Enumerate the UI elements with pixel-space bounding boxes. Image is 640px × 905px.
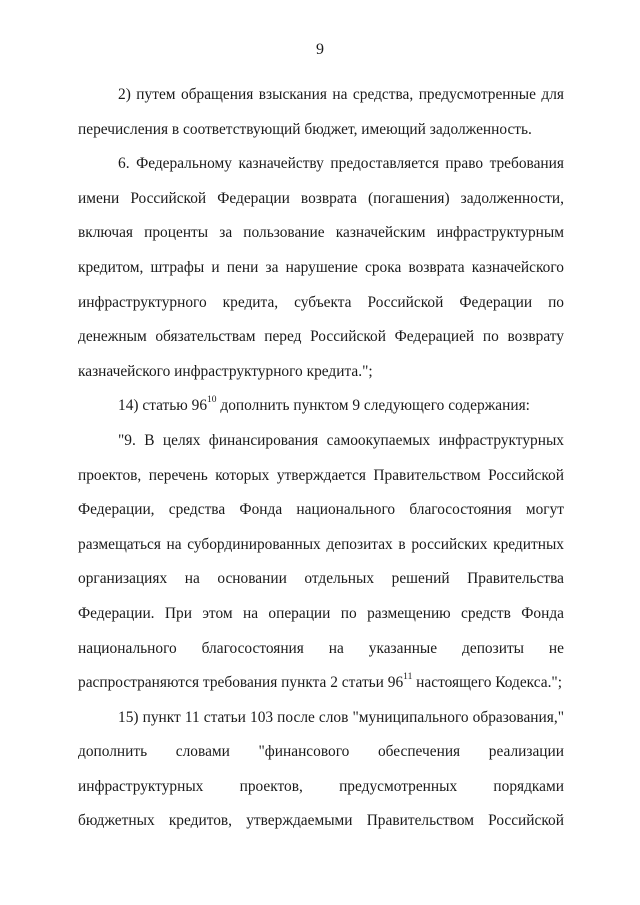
paragraph-line: дополнить словами "финансового обеспечения реализации bbox=[78, 743, 564, 761]
line-text-before: 14) статью 96 bbox=[118, 397, 208, 415]
line-text-before: распространяются требования пункта 2 статьи 96 bbox=[78, 674, 404, 692]
paragraph-line: денежным обязательствам перед Российской Федерацией по возврату bbox=[78, 328, 564, 346]
paragraph-line: инфраструктурных проектов, предусмотренных порядками bbox=[78, 777, 564, 795]
paragraph-line: бюджетных кредитов, утверждаемыми Правительством Российской bbox=[78, 812, 564, 830]
paragraph-line: перечисления в соответствующий бюджет, имеющий задолженность. bbox=[78, 120, 532, 138]
line-text-after: дополнить пунктом 9 следующего содержания: bbox=[216, 397, 530, 415]
paragraph-line: 15) пункт 11 статьи 103 после слов "муниципального образования," bbox=[118, 708, 564, 726]
paragraph-line: "9. В целях финансирования самоокупаемых инфраструктурных bbox=[118, 431, 564, 449]
superscript-index: 11 bbox=[403, 671, 413, 682]
paragraph-line: кредитом, штрафы и пени за нарушение срока возврата казначейского bbox=[78, 258, 564, 276]
paragraph-line bbox=[78, 666, 564, 701]
paragraph-line: инфраструктурного кредита, субъекта Российской Федерации по bbox=[78, 293, 564, 311]
paragraph-line: 6. Федеральному казначейству предоставляется право требования bbox=[118, 155, 564, 173]
paragraph-line: включая проценты за пользование казначейским инфраструктурным bbox=[78, 224, 564, 242]
paragraph-line: Федерации, средства Фонда национального благосостояния могут bbox=[78, 501, 564, 519]
paragraph-line: организациях на основании отдельных решений Правительства bbox=[78, 570, 564, 588]
paragraph-line: Федерации. При этом на операции по размещению средств Фонда bbox=[78, 604, 564, 622]
paragraph-line: казначейского инфраструктурного кредита."; bbox=[78, 362, 373, 380]
paragraph-line: национального благосостояния на указанные депозиты не bbox=[78, 639, 564, 657]
paragraph-line bbox=[78, 389, 564, 424]
superscript-index: 10 bbox=[207, 395, 217, 406]
paragraph-line: 2) путем обращения взыскания на средства, предусмотренные для bbox=[118, 86, 564, 103]
line-text-after: настоящего Кодекса."; bbox=[412, 674, 562, 692]
paragraph-line: проектов, перечень которых утверждается Правительством Российской bbox=[78, 466, 564, 484]
paragraph-line: имени Российской Федерации возврата (погашения) задолженности, bbox=[78, 189, 564, 207]
document-body bbox=[78, 78, 564, 839]
page-number: 9 bbox=[316, 41, 324, 58]
paragraph-line: размещаться на субординированных депозитах в российских кредитных bbox=[78, 535, 564, 553]
